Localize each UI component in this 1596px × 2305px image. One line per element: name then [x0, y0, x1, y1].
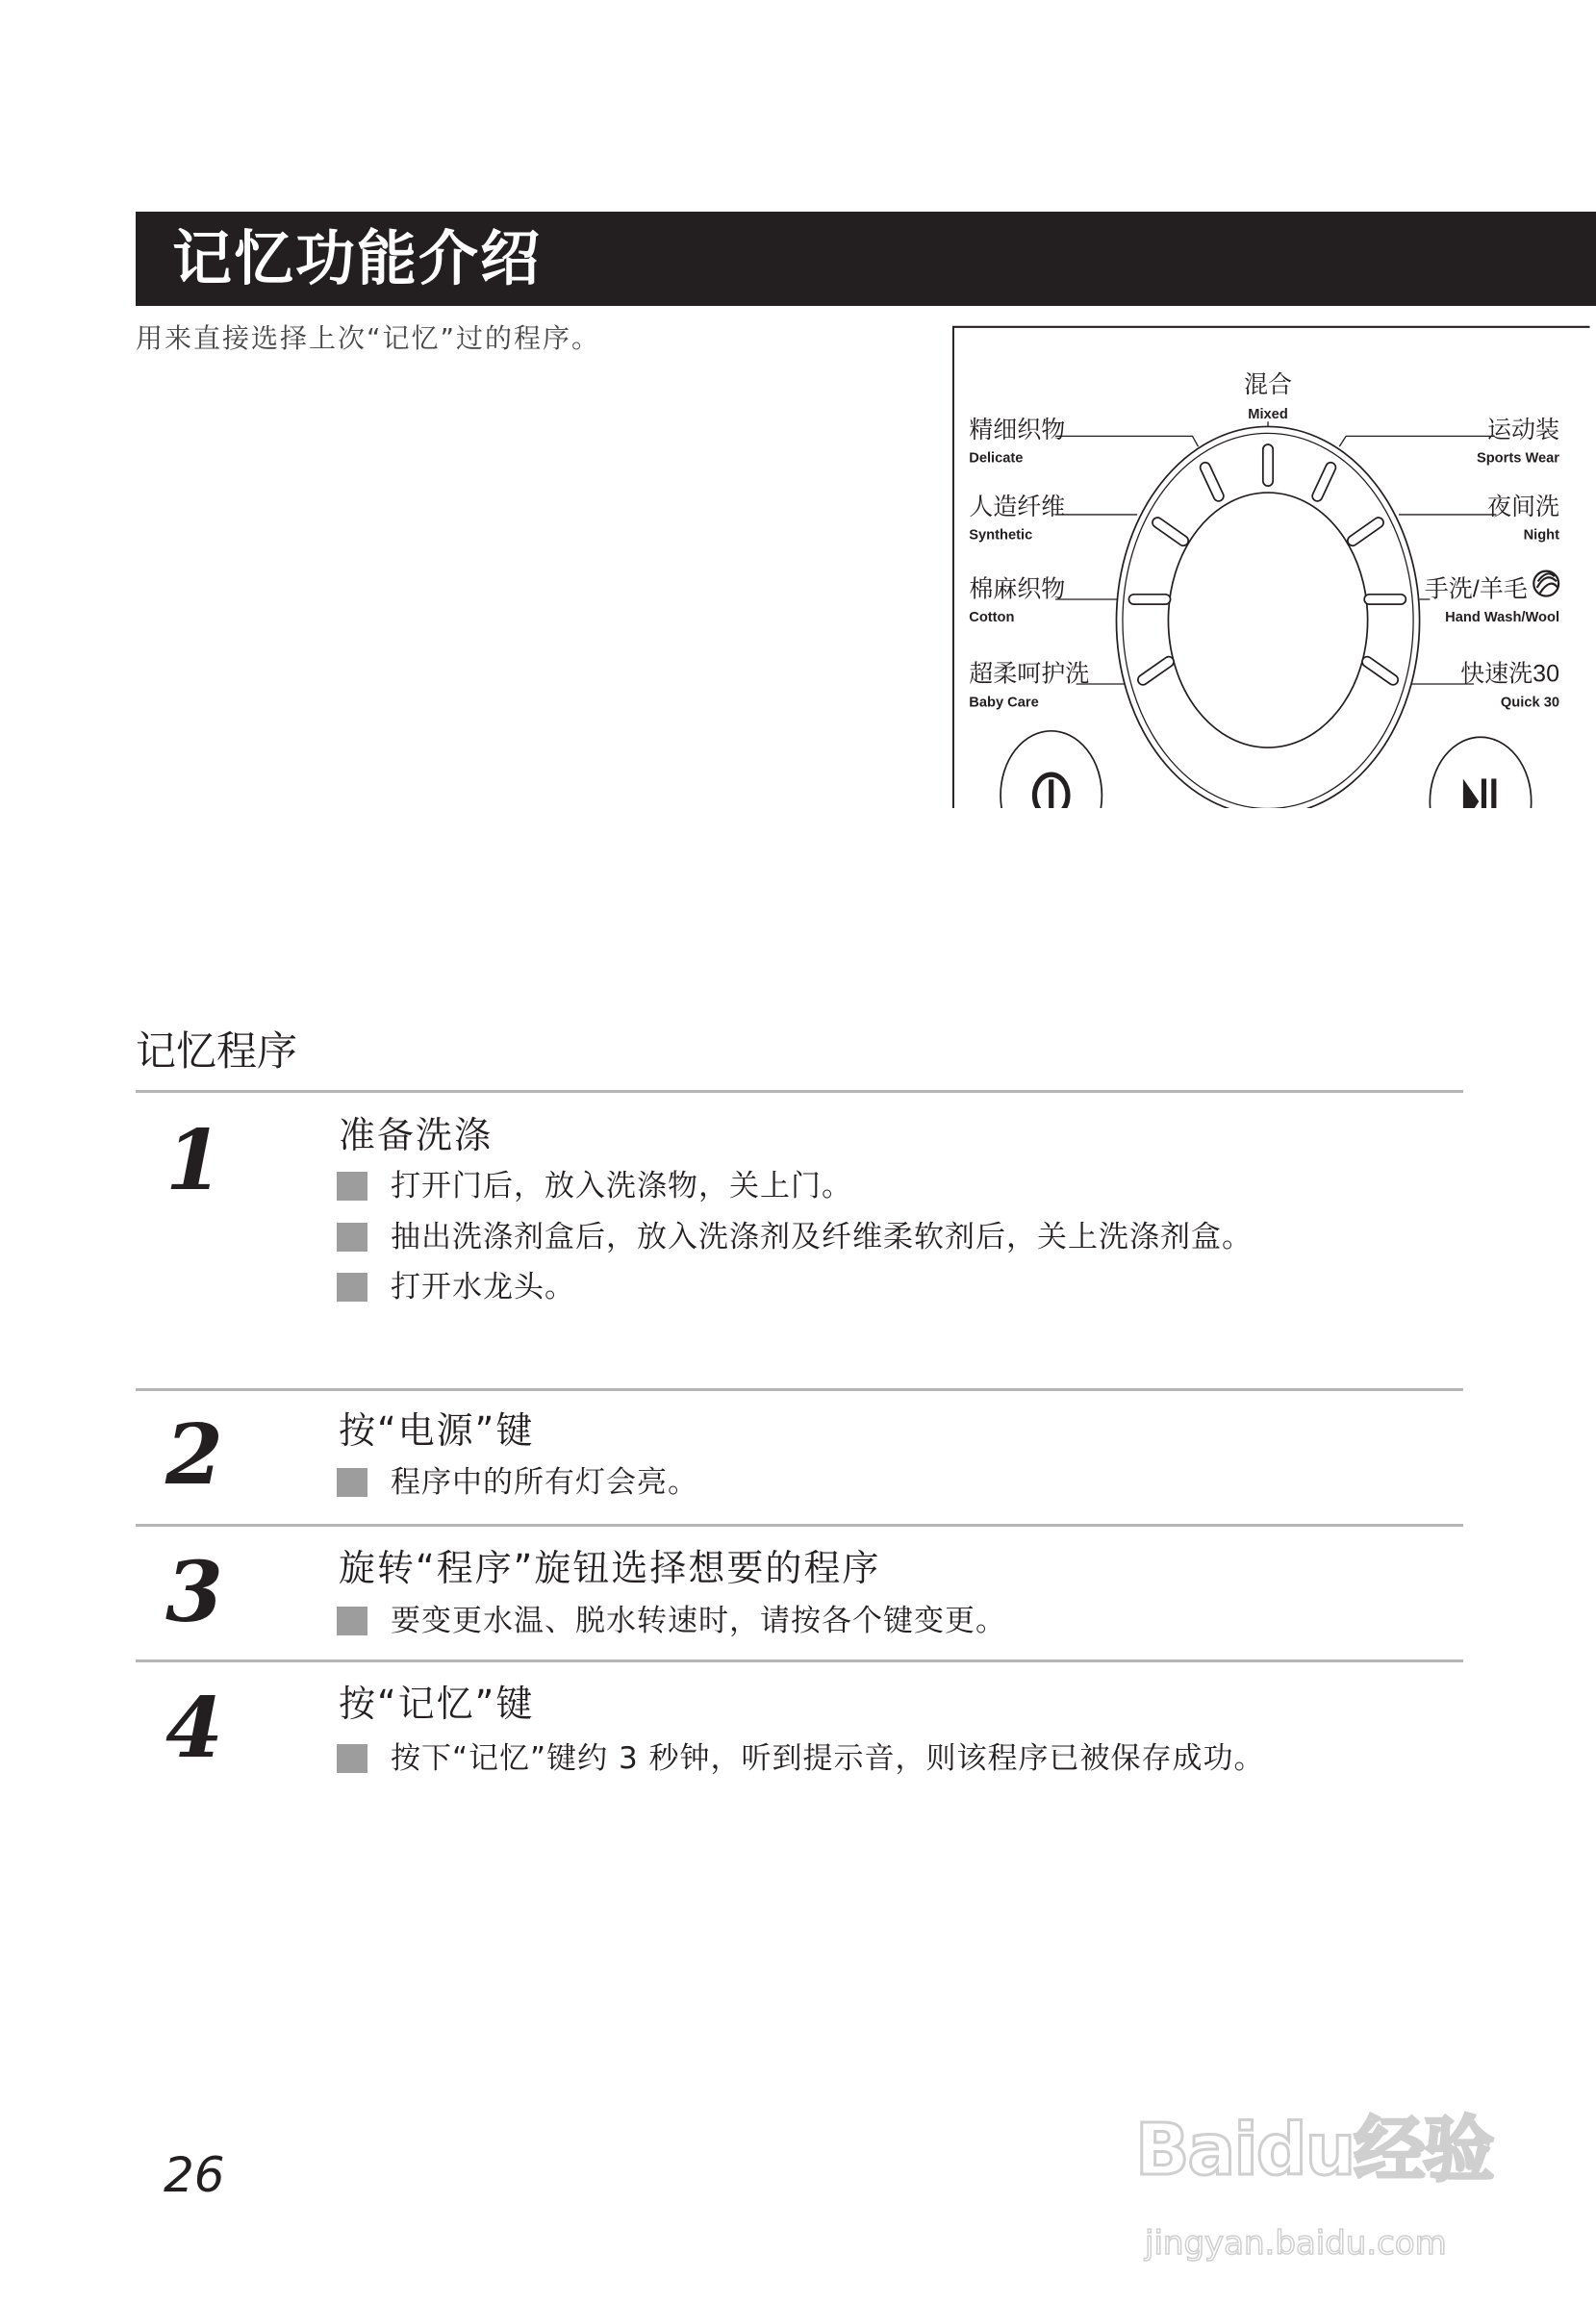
bullet-text: 抽出洗涤剂盒后，放入洗涤剂及纤维柔软剂后，关上洗涤剂盒。 [391, 1220, 1253, 1254]
step-number: 4 [165, 1680, 223, 1777]
watermark-url: jingyan.baidu.com [1145, 2224, 1447, 2263]
dial-inner-ring [1123, 433, 1413, 808]
program-label-en: Sports Wear [1476, 450, 1560, 467]
step-number: 3 [165, 1544, 223, 1641]
leader-lines [1055, 421, 1496, 684]
divider [136, 1659, 1463, 1662]
program-label-cn: 快速洗30 [1460, 660, 1560, 688]
list-item [337, 1218, 1253, 1256]
divider [136, 1388, 1463, 1391]
program-label-en: Quick 30 [1500, 695, 1560, 711]
dial-center [1168, 493, 1367, 747]
indicator-sports [1310, 461, 1337, 502]
play-pause-icon [1463, 778, 1497, 808]
step-number: 1 [165, 1112, 223, 1209]
step-title: 按“记忆”键 [339, 1683, 535, 1725]
program-label-cn: 运动装 [1486, 417, 1560, 444]
list-item [337, 1463, 698, 1502]
bullet-square-icon [337, 1607, 367, 1635]
bullet-square-icon [337, 1223, 367, 1252]
indicator-mixed [1263, 444, 1273, 486]
program-label-en: Hand Wash/Wool [1445, 609, 1560, 625]
divider [136, 1524, 1463, 1527]
wool-icon [1533, 571, 1558, 596]
indicator-synthetic [1151, 516, 1190, 547]
bullet-square-icon [337, 1273, 367, 1302]
title-bar [136, 212, 1596, 306]
start-pause-button [1430, 737, 1531, 808]
watermark-brand: Baidu经验 [1135, 2109, 1493, 2191]
program-label-cn: 人造纤维 [969, 493, 1066, 520]
bullet-text: 要变更水温、脱水转速时，请按各个键变更。 [391, 1604, 1006, 1638]
section-heading: 记忆程序 [136, 1027, 298, 1075]
program-label-cn: 超柔呵护洗 [969, 660, 1090, 688]
bullet-square-icon [337, 1744, 367, 1773]
bullet-text: 按下“记忆”键约 3 秒钟，听到提示音，则该程序已被保存成功。 [391, 1741, 1265, 1776]
power-button [1001, 731, 1102, 808]
indicator-night [1346, 516, 1385, 547]
program-label-en: Night [1523, 527, 1560, 544]
control-panel-diagram [952, 317, 1596, 808]
page-subtitle: 用来直接选择上次“记忆”过的程序。 [136, 322, 601, 354]
indicator-babycare [1136, 655, 1176, 687]
list-item [337, 1739, 1265, 1778]
list-item [337, 1602, 1006, 1640]
watermark [1135, 2068, 1539, 2299]
page-title: 记忆功能介绍 [172, 223, 543, 293]
program-label-en: Cotton [969, 609, 1015, 625]
step-title: 准备洗涤 [339, 1114, 494, 1156]
bullet-text: 打开门后，放入洗涤物，关上门。 [391, 1169, 852, 1203]
list-item [337, 1268, 575, 1306]
program-label-cn: 混合 [1244, 371, 1293, 399]
program-label-cn: 夜间洗 [1486, 493, 1560, 520]
divider [136, 1090, 1463, 1093]
step-title: 按“电源”键 [339, 1409, 535, 1452]
program-label-en: Baby Care [969, 695, 1039, 711]
program-label-en: Delicate [969, 450, 1024, 467]
program-label-cn: 精细织物 [969, 417, 1066, 444]
bullet-square-icon [337, 1468, 367, 1497]
program-label-cn: 手洗/羊毛 [1424, 575, 1528, 603]
step-number: 2 [165, 1406, 223, 1504]
indicator-delicate [1199, 461, 1226, 502]
list-item [337, 1167, 852, 1205]
indicator-cotton [1128, 595, 1170, 604]
indicator-quick [1360, 655, 1400, 687]
program-label-cn: 棉麻织物 [969, 575, 1066, 603]
page-number: 26 [164, 2147, 225, 2203]
indicator-wool [1364, 595, 1406, 604]
program-label-en: Mixed [1248, 406, 1288, 422]
bullet-square-icon [337, 1172, 367, 1201]
program-label-en: Synthetic [969, 527, 1033, 544]
step-title: 旋转“程序”旋钮选择想要的程序 [339, 1547, 881, 1589]
bullet-text: 程序中的所有灯会亮。 [391, 1465, 698, 1500]
bullet-text: 打开水龙头。 [391, 1270, 575, 1304]
